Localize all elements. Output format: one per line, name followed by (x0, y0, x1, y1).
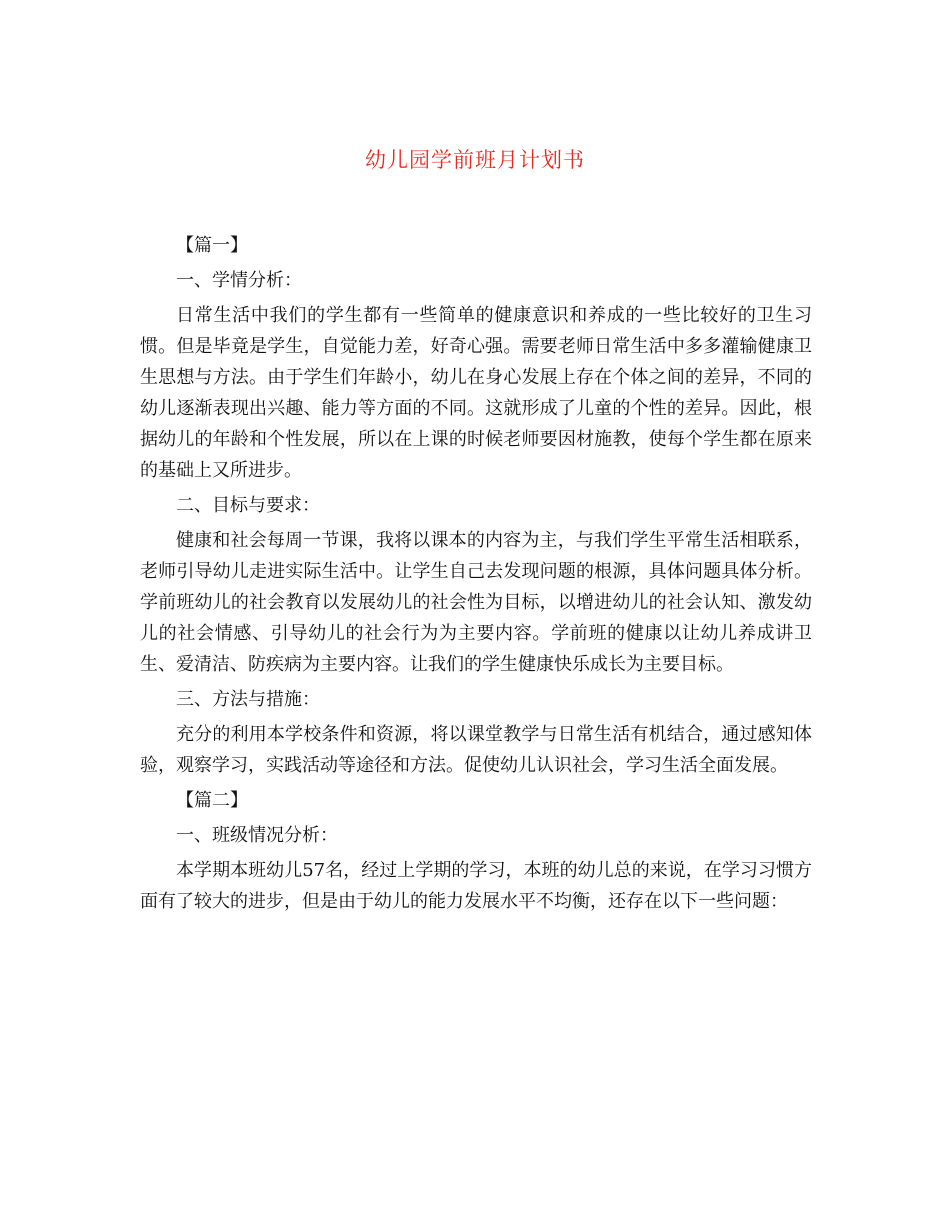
paragraph-methods-measures: 充分的利用本学校条件和资源，将以课堂教学与日常生活有机结合，通过感知体验，观察学习，实践活动等途径和方法。促使幼儿认识社会，学习生活全面发展。 (140, 724, 812, 776)
paragraph-learning-analysis: 日常生活中我们的学生都有一些简单的健康意识和养成的一些比较好的卫生习惯。但是毕竟是学生，自觉能力差，好奇心强。需要老师日常生活中多多灌输健康卫生思想与方法。由于学生们年龄小，幼儿在身心发展上存在个体之间的差异，不同的幼儿逐渐表现出兴趣、能力等方面的不同。这就形成了儿童的个性的差异。因此，根据幼儿的年龄和个性发展，所以在上课的时候老师要因材施教，使每个学生都在原来的基础上又所进步。 (140, 305, 812, 481)
heading-methods-measures: 三、方法与措施： (176, 689, 320, 710)
heading-class-analysis: 一、班级情况分析： (176, 825, 338, 846)
document-title: 幼儿园学前班月计划书 (365, 148, 585, 172)
document-body (140, 230, 812, 921)
paragraph-goals-requirements: 健康和社会每周一节课，我将以课本的内容为主，与我们学生平常生活相联系，老师引导幼儿走进实际生活中。让学生自己去发现问题的根源，具体问题具体分析。学前班幼儿的社会教育以发展幼儿的社会性为目标，以增进幼儿的社会认知、激发幼儿的社会情感、引导幼儿的社会行为为主要内容。学前班的健康以让幼儿养成讲卫生、爱清洁、防疾病为主要内容。让我们的学生健康快乐成长为主要目标。 (140, 530, 812, 675)
section-label-part-one: 【篇一】 (176, 235, 248, 256)
heading-learning-analysis: 一、学情分析： (176, 270, 302, 291)
heading-goals-requirements: 二、目标与要求： (176, 495, 320, 516)
paragraph-class-analysis: 本学期本班幼儿57名，经过上学期的学习，本班的幼儿总的来说，在学习习惯方面有了较大的进步，但是由于幼儿的能力发展水平不均衡，还存在以下一些问题： (140, 860, 812, 912)
section-label-part-two: 【篇二】 (176, 790, 248, 811)
